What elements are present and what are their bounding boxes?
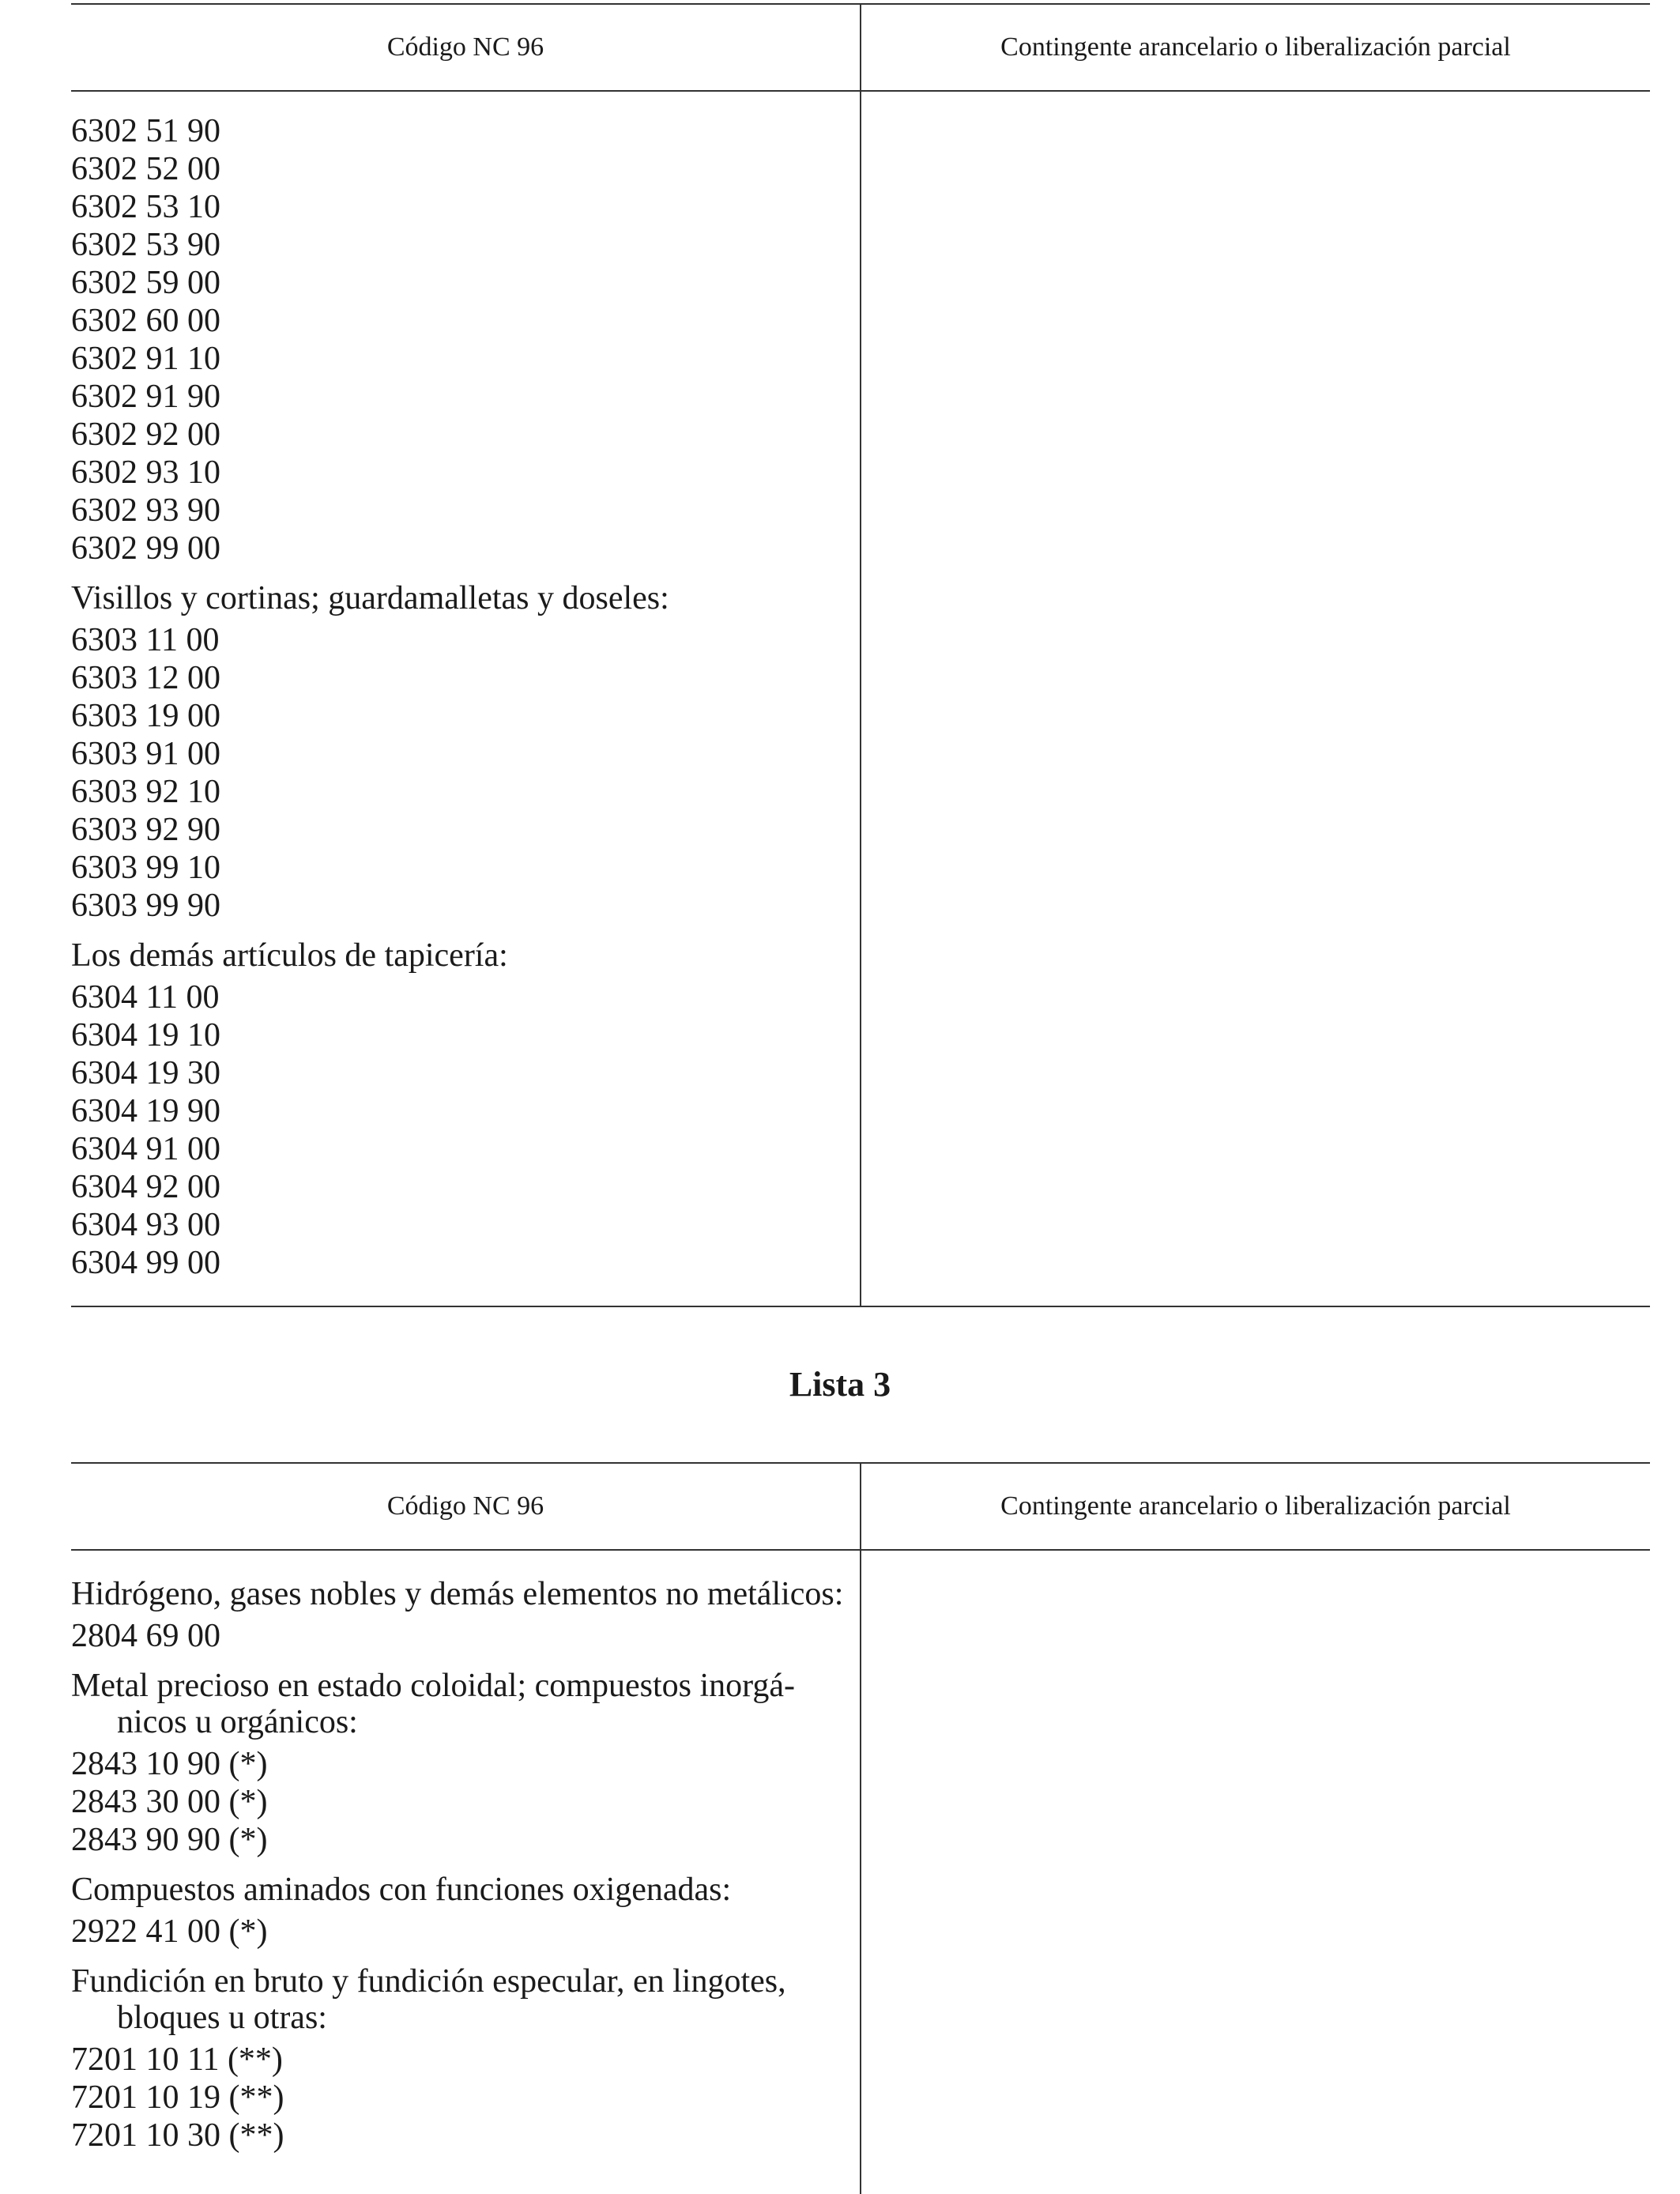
column-divider [860, 3, 861, 1306]
code-list [71, 1576, 853, 2154]
nc-code: 6302 99 00 [71, 530, 220, 567]
code-group [71, 1963, 853, 2154]
group-heading-continuation: bloques u otras: [117, 2000, 327, 2036]
group-heading: Visillos y cortinas; guardamalletas y doseles: [71, 580, 669, 616]
nc-code: 6302 91 10 [71, 341, 220, 377]
table-2 [71, 1462, 1650, 2194]
group-heading-continuation: nicos u orgánicos: [117, 1704, 358, 1740]
nc-code: 2843 30 00 (*) [71, 1784, 268, 1820]
section-title: Lista 3 [789, 1365, 891, 1404]
nc-code: 6302 93 90 [71, 492, 220, 529]
group-heading: Los demás artículos de tapicería: [71, 937, 508, 974]
group-heading [71, 1963, 853, 2036]
code-list [71, 112, 853, 1282]
header-bottom-rule [71, 1549, 1650, 1551]
column-header-code: Código NC 96 [386, 32, 544, 62]
code-group [71, 1872, 853, 1951]
nc-code: 2804 69 00 [71, 1618, 220, 1654]
group-heading: Hidrógeno, gases nobles y demás elementos no metálicos: [71, 1576, 844, 1612]
nc-code: 6302 53 90 [71, 227, 220, 263]
nc-code: 6302 92 00 [71, 417, 220, 453]
nc-code: 6303 99 90 [71, 888, 220, 924]
column-divider [860, 1462, 861, 2194]
nc-code: 6304 19 30 [71, 1055, 220, 1091]
nc-code: 6303 92 10 [71, 774, 220, 810]
nc-code: 2922 41 00 (*) [71, 1913, 268, 1950]
nc-code: 7201 10 19 (**) [71, 2079, 284, 2116]
group-heading-line: Fundición en bruto y fundición especular, en lingotes, [71, 1963, 786, 2000]
group-heading-line: Metal precioso en estado coloidal; compuestos inorgá- [71, 1668, 795, 1704]
nc-code: 6304 19 90 [71, 1093, 220, 1129]
table-bottom-rule [71, 1306, 1650, 1307]
nc-code: 6303 11 00 [71, 622, 220, 658]
nc-code: 6302 59 00 [71, 265, 220, 301]
nc-code: 6304 92 00 [71, 1169, 220, 1205]
group-heading [71, 1668, 853, 1740]
nc-code: 6303 99 10 [71, 850, 220, 886]
code-group [71, 112, 853, 567]
code-group [71, 580, 853, 925]
nc-code: 6302 52 00 [71, 151, 220, 187]
nc-code: 6303 91 00 [71, 736, 220, 772]
group-heading: Compuestos aminados con funciones oxigenadas: [71, 1872, 732, 1908]
nc-code: 7201 10 30 (**) [71, 2117, 284, 2154]
nc-code: 6303 92 90 [71, 812, 220, 848]
nc-code: 7201 10 11 (**) [71, 2041, 283, 2078]
table-1 [71, 3, 1650, 1307]
nc-code: 2843 10 90 (*) [71, 1746, 268, 1782]
nc-code: 6303 19 00 [71, 698, 220, 734]
nc-code: 6302 51 90 [71, 113, 220, 149]
nc-code: 6303 12 00 [71, 660, 220, 696]
code-group [71, 1668, 853, 1859]
nc-code: 6302 53 10 [71, 189, 220, 225]
code-group [71, 937, 853, 1282]
nc-code: 6304 93 00 [71, 1207, 220, 1243]
code-group [71, 1576, 853, 1655]
nc-code: 6304 19 10 [71, 1017, 220, 1054]
nc-code: 6302 91 90 [71, 379, 220, 415]
nc-code: 6304 11 00 [71, 979, 220, 1016]
header-bottom-rule [71, 90, 1650, 92]
nc-code: 6304 99 00 [71, 1245, 220, 1281]
nc-code: 6304 91 00 [71, 1131, 220, 1167]
nc-code: 2843 90 90 (*) [71, 1822, 268, 1858]
column-header-quota: Contingente arancelario o liberalización parcial [1000, 1491, 1511, 1521]
column-header-quota: Contingente arancelario o liberalización parcial [1000, 32, 1511, 62]
nc-code: 6302 93 10 [71, 454, 220, 491]
nc-code: 6302 60 00 [71, 303, 220, 339]
column-header-code: Código NC 96 [386, 1491, 544, 1521]
